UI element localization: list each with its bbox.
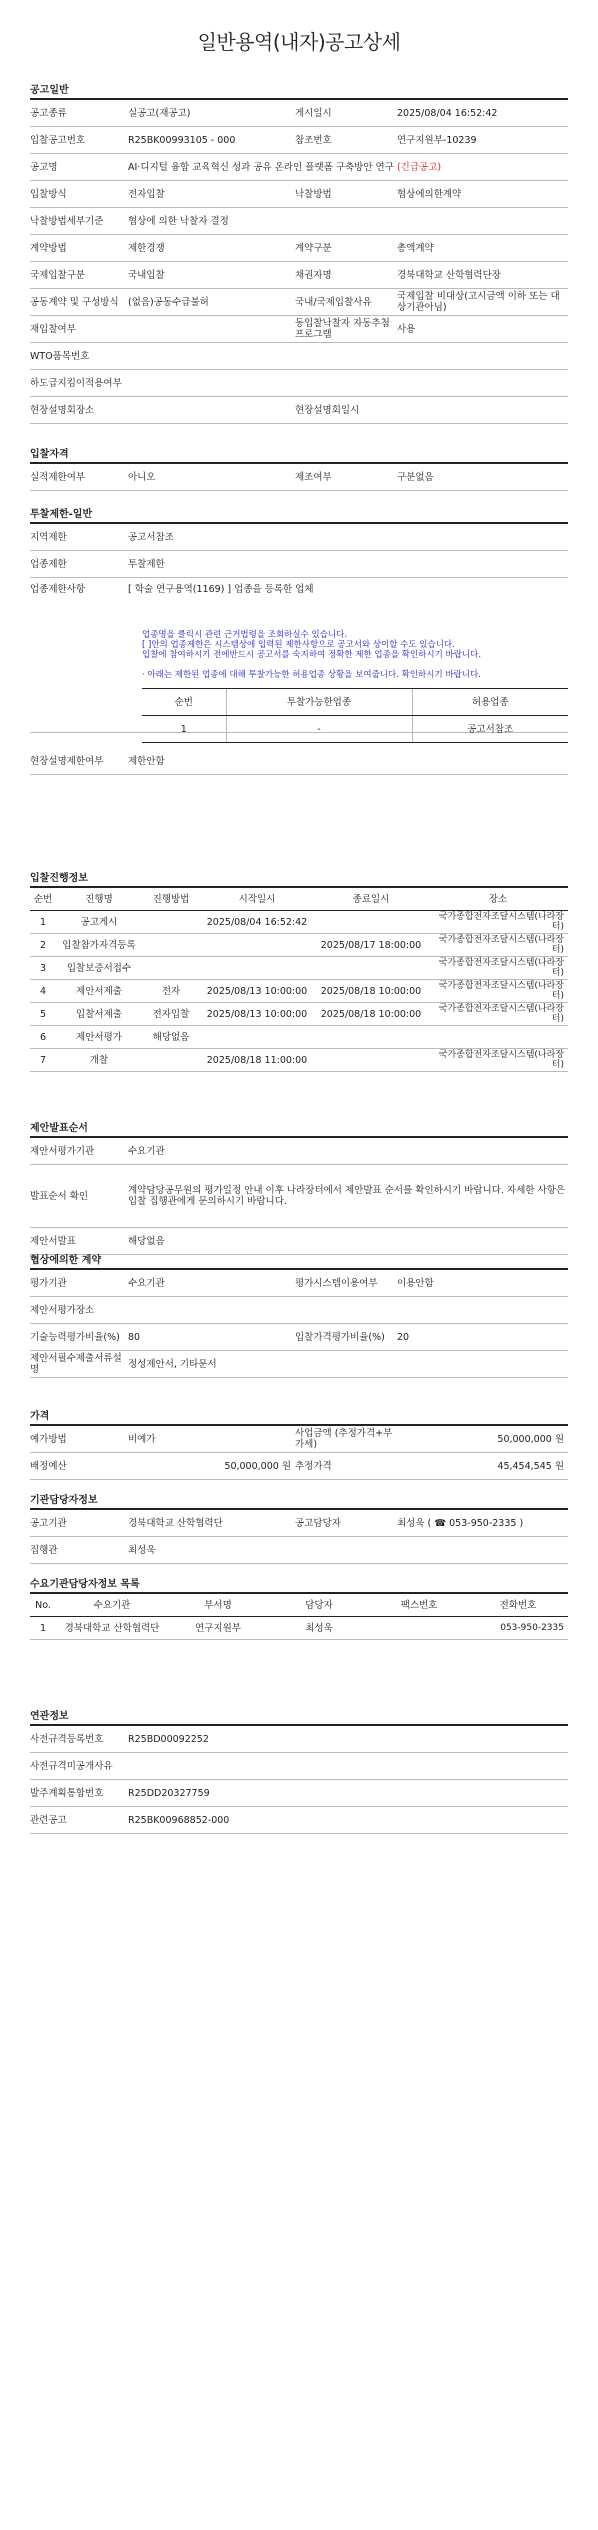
field-value: 협상에의한계약 <box>397 181 568 208</box>
field-label: 입찰방식 <box>30 181 128 208</box>
field-label: 계약구분 <box>295 235 397 262</box>
field-value: 최성욱 ( ☎ 053-950-2335 ) <box>397 1510 568 1537</box>
cell: 공고서참조 <box>412 716 568 743</box>
section-related <box>30 1710 568 1834</box>
cell: 최성욱 <box>268 1617 370 1640</box>
field-value-text: 협상에 의한 낙찰자 결정 <box>128 215 229 227</box>
col-header: 팩스번호 <box>370 1594 468 1617</box>
field-value <box>128 1138 568 1165</box>
cell <box>142 1049 200 1072</box>
field-value-text: 해당없음 <box>128 1235 165 1247</box>
field-value-text: 투찰제한 <box>128 558 165 570</box>
field-value: 실공고(재공고) <box>128 100 295 127</box>
table-row <box>30 1003 568 1026</box>
table-row <box>30 370 568 397</box>
field-value <box>128 551 568 578</box>
field-value-text: AI·디지털 융합 교육혁신 성과 공유 온라인 플랫폼 구축방안 연구 <box>128 161 394 173</box>
cell: 국가종합전자조달시스템(나라장터) <box>428 934 568 957</box>
field-value: 경북대학교 산학협력단 <box>128 1510 295 1537</box>
field-label: 공고종류 <box>30 100 128 127</box>
section-title: 공고일반 <box>30 84 568 100</box>
cell: 입찰서제출 <box>56 1003 142 1026</box>
cell: 2025/08/13 10:00:00 <box>200 1003 314 1026</box>
cell <box>370 1617 468 1640</box>
field-value <box>128 1351 568 1378</box>
field-value <box>128 343 568 370</box>
cell: 1 <box>142 716 226 743</box>
col-header: 순번 <box>30 888 56 911</box>
field-label: 현장설명제한여부 <box>30 748 128 775</box>
table-row <box>30 464 568 491</box>
table-row <box>30 1753 568 1780</box>
table-row <box>30 551 568 578</box>
section-negotiation <box>30 1254 568 1378</box>
field-value: 연구지원부-10239 <box>397 127 568 154</box>
field-value: 전자입찰 <box>128 181 295 208</box>
cell <box>142 934 200 957</box>
table-row <box>30 1324 568 1351</box>
field-label: 게시일시 <box>295 100 397 127</box>
field-value <box>128 316 295 343</box>
field-value-text: R25BD00092252 <box>128 1733 209 1745</box>
table-row <box>142 716 568 743</box>
section-title: 가격 <box>30 1410 568 1426</box>
field-label: 공동계약 및 구성방식 <box>30 289 128 316</box>
table-row <box>30 154 568 181</box>
table-row <box>30 1026 568 1049</box>
table-row <box>30 289 568 316</box>
field-value <box>128 208 568 235</box>
field-value <box>128 397 295 424</box>
field-label: 채권자명 <box>295 262 397 289</box>
field-label: 제안서필수제출서류설명 <box>30 1351 128 1378</box>
table-row <box>30 1138 568 1165</box>
field-value <box>128 1753 568 1780</box>
field-label: 사전규격미공개사유 <box>30 1753 128 1780</box>
cell <box>200 1026 314 1049</box>
cell: 국가종합전자조달시스템(나라장터) <box>428 1003 568 1026</box>
field-label: 현장설명회장소 <box>30 397 128 424</box>
cell: 제안서제출 <box>56 980 142 1003</box>
cell: 1 <box>30 1617 56 1640</box>
table-row <box>30 957 568 980</box>
col-header: 투찰가능한업종 <box>226 689 412 716</box>
table-row <box>30 524 568 551</box>
cell: 해당없음 <box>142 1026 200 1049</box>
section-agency <box>30 1494 568 1564</box>
presentation-table <box>30 1138 568 1255</box>
cell <box>428 1026 568 1049</box>
section-price <box>30 1410 568 1480</box>
cell: 2025/08/18 10:00:00 <box>314 1003 428 1026</box>
col-header: 종료일시 <box>314 888 428 911</box>
field-value: 비예가 <box>128 1426 295 1453</box>
field-value-text: 최성욱 <box>128 1544 156 1556</box>
allowed-industry-table <box>142 688 568 743</box>
cell: 국가종합전자조달시스템(나라장터) <box>428 980 568 1003</box>
price-table <box>30 1426 568 1480</box>
field-label: 동입찰낙찰자 자동추첨 프로그램 <box>295 316 397 343</box>
field-value-text: 계약담당공무원의 평가일정 안내 이후 나라장터에서 제안발표 순서를 확인하시기 바랍니다. 자세한 사항은 입찰 집행관에게 문의하시기 바랍니다. <box>128 1185 566 1207</box>
cell: 전자 <box>142 980 200 1003</box>
field-label: 하도급지킴이적용여부 <box>30 370 128 397</box>
site-restriction-table <box>30 748 568 775</box>
field-value <box>397 397 568 424</box>
cell: 7 <box>30 1049 56 1072</box>
field-value <box>128 1780 568 1807</box>
field-label: 업종제한 <box>30 551 128 578</box>
col-header: 진행명 <box>56 888 142 911</box>
field-label: 입찰가격평가비율(%) <box>295 1324 397 1351</box>
field-label: 발표순서 확인 <box>30 1165 128 1228</box>
urgent-tag: (긴급공고) <box>396 161 442 173</box>
header-row <box>30 888 568 911</box>
cell: - <box>226 716 412 743</box>
field-label: 계약방법 <box>30 235 128 262</box>
cell: 2025/08/04 16:52:42 <box>200 911 314 934</box>
cell: 2025/08/18 10:00:00 <box>314 980 428 1003</box>
field-label: 사업금액 (추정가격+부가세) <box>295 1426 397 1453</box>
table-row <box>30 262 568 289</box>
cell: 053-950-2335 <box>468 1617 568 1640</box>
field-label: 집행관 <box>30 1537 128 1564</box>
cell: 3 <box>30 957 56 980</box>
col-header: 장소 <box>428 888 568 911</box>
field-label: 예가방법 <box>30 1426 128 1453</box>
progress-table <box>30 888 568 1072</box>
table-row <box>30 1807 568 1834</box>
table-row <box>30 208 568 235</box>
table-row <box>30 1726 568 1753</box>
field-value: R25BK00993105 - 000 <box>128 127 295 154</box>
table-row <box>30 316 568 343</box>
section-title: 제안발표순서 <box>30 1122 568 1138</box>
table-row <box>30 100 568 127</box>
field-label: 제조여부 <box>295 464 397 491</box>
field-value <box>128 1807 568 1834</box>
section-general <box>30 84 568 424</box>
cell <box>314 911 428 934</box>
field-value <box>128 370 568 397</box>
cell: 개찰 <box>56 1049 142 1072</box>
header-row <box>30 1594 568 1617</box>
col-header: 순번 <box>142 689 226 716</box>
field-value-text: R25BK00968852-000 <box>128 1814 230 1826</box>
note-line: · 아래는 제한된 업종에 대해 투찰가능한 허용업종 상황을 보여줍니다. 확인하시기 바랍니다. <box>142 670 481 680</box>
cell: 5 <box>30 1003 56 1026</box>
cell: 2025/08/18 11:00:00 <box>200 1049 314 1072</box>
field-label: 국제입찰구분 <box>30 262 128 289</box>
field-label: 공고명 <box>30 154 128 181</box>
field-value: 사용 <box>397 316 568 343</box>
cell: 입찰보증서접수 <box>56 957 142 980</box>
field-value <box>128 524 568 551</box>
field-label: 국내/국제입찰사유 <box>295 289 397 316</box>
col-header: 수요기관 <box>56 1594 168 1617</box>
cell: 제안서평가 <box>56 1026 142 1049</box>
section-title: 수요기관담당자정보 목록 <box>30 1578 568 1594</box>
cell <box>142 957 200 980</box>
cell <box>200 934 314 957</box>
field-value: 45,454,545 원 <box>397 1453 568 1480</box>
note-line: 입찰에 참여하시기 전에반드시 공고서를 숙지하여 정확한 제한 업종을 확인하시기 바랍니다. <box>142 650 482 660</box>
field-value-text: 수요기관 <box>128 1145 165 1157</box>
col-header: 부서명 <box>168 1594 268 1617</box>
table-row <box>30 748 568 775</box>
table-row <box>30 1617 568 1640</box>
field-label: 참조번호 <box>295 127 397 154</box>
field-value <box>128 1726 568 1753</box>
col-header: No. <box>30 1594 56 1617</box>
section-title: 투찰제한-일반 <box>30 508 568 524</box>
field-value-text: 공고서참조 <box>128 531 174 543</box>
section-demand <box>30 1578 568 1640</box>
cell: 입찰참가자격등록 <box>56 934 142 957</box>
table-row <box>30 343 568 370</box>
field-label: 낙찰방법세부기준 <box>30 208 128 235</box>
section-title: 입찰진행정보 <box>30 872 568 888</box>
table-row <box>30 1537 568 1564</box>
section-title: 입찰자격 <box>30 448 568 464</box>
field-value: 20 <box>397 1324 568 1351</box>
field-value: 제한안함 <box>128 748 568 775</box>
section-qualification <box>30 448 568 491</box>
field-value <box>128 1228 568 1255</box>
field-label: 평가기관 <box>30 1270 128 1297</box>
table-row <box>30 911 568 934</box>
page-title: 일반용역(내자)공고상세 <box>197 30 401 54</box>
field-value <box>128 154 568 181</box>
cell: 전자입찰 <box>142 1003 200 1026</box>
table-row <box>30 235 568 262</box>
field-value <box>128 1165 568 1228</box>
table-row <box>30 1270 568 1297</box>
col-header: 시작일시 <box>200 888 314 911</box>
table-row <box>30 1165 568 1228</box>
col-header: 담당자 <box>268 1594 370 1617</box>
field-label: 관련공고 <box>30 1807 128 1834</box>
cell: 4 <box>30 980 56 1003</box>
cell <box>200 957 314 980</box>
col-header: 진행방법 <box>142 888 200 911</box>
field-value-text: 정성제안서, 기타문서 <box>128 1358 217 1370</box>
field-value: 50,000,000 원 <box>397 1426 568 1453</box>
section-title: 협상에의한 계약 <box>30 1254 568 1270</box>
field-value: 구분없음 <box>397 464 568 491</box>
cell <box>314 1026 428 1049</box>
field-label: 업종제한사항 <box>30 578 128 733</box>
field-label: 제안서발표 <box>30 1228 128 1255</box>
cell <box>314 1049 428 1072</box>
field-label: 재입찰여부 <box>30 316 128 343</box>
section-presentation <box>30 1122 568 1255</box>
field-value: 제한경쟁 <box>128 235 295 262</box>
field-label: 제안서평가장소 <box>30 1297 128 1324</box>
field-value: 80 <box>128 1324 295 1351</box>
field-value: 국내입찰 <box>128 262 295 289</box>
table-row <box>30 181 568 208</box>
field-label: 배정예산 <box>30 1453 128 1480</box>
field-value-text: R25DD20327759 <box>128 1787 210 1799</box>
cell: 국가종합전자조달시스템(나라장터) <box>428 957 568 980</box>
section-title: 연관정보 <box>30 1710 568 1726</box>
field-value: 수요기관 <box>128 1270 295 1297</box>
field-value: 총액계약 <box>397 235 568 262</box>
table-row <box>30 980 568 1003</box>
col-header: 허용업종 <box>412 689 568 716</box>
field-label: 발주계획통합번호 <box>30 1780 128 1807</box>
table-row <box>30 1049 568 1072</box>
field-value: 국제입찰 비대상(고시금액 이하 또는 대상기관아님) <box>397 289 568 316</box>
field-value: 아니오 <box>128 464 295 491</box>
table-row <box>30 397 568 424</box>
note-line: [ ]안의 업종제한은 시스템상에 입력된 제한사항으로 공고서와 상이할 수도 있습니다. <box>142 640 455 650</box>
field-label: 공고담당자 <box>295 1510 397 1537</box>
table-row <box>30 1228 568 1255</box>
field-value: 50,000,000 원 <box>128 1453 295 1480</box>
field-value: 이용안함 <box>397 1270 568 1297</box>
section-title: 기관담당자정보 <box>30 1494 568 1510</box>
field-label: WTO품목번호 <box>30 343 128 370</box>
field-label: 기술능력평가비율(%) <box>30 1324 128 1351</box>
table-row <box>30 127 568 154</box>
field-label: 제안서평가기관 <box>30 1138 128 1165</box>
cell: 2025/08/17 18:00:00 <box>314 934 428 957</box>
note-line: 업종명을 클릭시 관련 근거법령을 조회하실수 있습니다. <box>142 630 348 640</box>
field-label: 실적제한여부 <box>30 464 128 491</box>
table-row <box>30 1426 568 1453</box>
demand-table <box>30 1594 568 1640</box>
cell: 경북대학교 산학협력단 <box>56 1617 168 1640</box>
cell: 국가종합전자조달시스템(나라장터) <box>428 911 568 934</box>
general-table <box>30 100 568 424</box>
field-value <box>128 1537 568 1564</box>
field-label: 공고기관 <box>30 1510 128 1537</box>
field-value-text: [ 학술 연구용역(1169) ] 업종을 등록한 업체 <box>128 584 314 595</box>
cell: 2025/08/13 10:00:00 <box>200 980 314 1003</box>
restriction-notes <box>142 630 542 680</box>
field-label: 현장설명회일시 <box>295 397 397 424</box>
section-progress <box>30 872 568 1072</box>
field-value <box>128 1297 568 1324</box>
table-row <box>30 1510 568 1537</box>
table-row <box>30 1780 568 1807</box>
qualification-table <box>30 464 568 491</box>
table-row <box>30 1297 568 1324</box>
table-row <box>30 1453 568 1480</box>
field-label: 입찰공고번호 <box>30 127 128 154</box>
field-value: 경북대학교 산학협력단장 <box>397 262 568 289</box>
field-label: 지역제한 <box>30 524 128 551</box>
col-header: 전화번호 <box>468 1594 568 1617</box>
negotiation-table <box>30 1270 568 1378</box>
field-value: (없음)공동수급불허 <box>128 289 295 316</box>
cell: 연구지원부 <box>168 1617 268 1640</box>
related-table <box>30 1726 568 1834</box>
field-value: 2025/08/04 16:52:42 <box>397 100 568 127</box>
field-label: 추정가격 <box>295 1453 397 1480</box>
cell: 1 <box>30 911 56 934</box>
cell: 2 <box>30 934 56 957</box>
cell <box>142 911 200 934</box>
field-label: 평가시스템이용여부 <box>295 1270 397 1297</box>
cell: 6 <box>30 1026 56 1049</box>
field-label: 낙찰방법 <box>295 181 397 208</box>
cell: 국가종합전자조달시스템(나라장터) <box>428 1049 568 1072</box>
cell <box>314 957 428 980</box>
table-row <box>30 934 568 957</box>
table-row <box>30 1351 568 1378</box>
agency-table <box>30 1510 568 1564</box>
cell: 공고게시 <box>56 911 142 934</box>
field-label: 사전규격등록번호 <box>30 1726 128 1753</box>
